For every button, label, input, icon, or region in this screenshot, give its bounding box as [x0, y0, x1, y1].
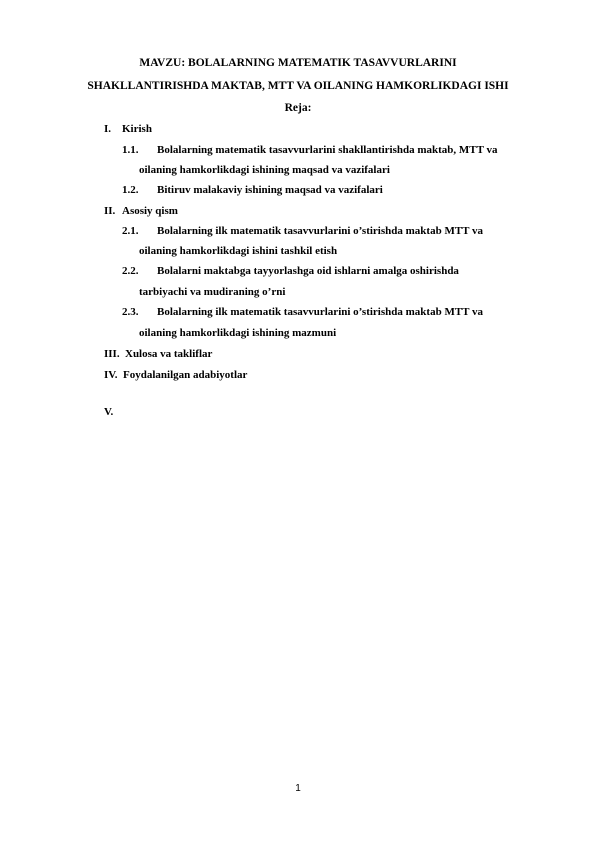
subitem-text-line-2: oilaning hamkorlikdagi ishini tashkil etish: [139, 245, 338, 257]
subitem-text-line-1: Bolalarni maktabga tayyorlashga oid ishlarni amalga oshirishda: [157, 265, 459, 277]
subitem-text-line-2: tarbiyachi va mudiraning o’rni: [139, 286, 286, 298]
subitem-number: 2.3.: [122, 306, 139, 318]
plan-heading: Reja:: [284, 102, 312, 114]
section-label: Asosiy qism: [122, 205, 178, 217]
page-number: 1: [295, 783, 301, 794]
section-label: Foydalanilgan adabiyotlar: [123, 369, 248, 381]
subitem-text-line-1: Bitiruv malakaviy ishining maqsad va vazifalari: [157, 184, 383, 196]
section-label: Xulosa va takliflar: [125, 348, 213, 360]
subitem-number: 2.2.: [122, 265, 139, 277]
subitem-text-line-2: oilaning hamkorlikdagi ishining maqsad va vazifalari: [139, 164, 390, 176]
section-numeral: IV.: [104, 369, 118, 381]
subitem-number: 1.2.: [122, 184, 139, 196]
document-title-line-2: SHAKLLANTIRISHDA MAKTAB, MTT VA OILANING HAMKORLIKDAGI ISHI: [87, 80, 509, 92]
document-title-line-1: MAVZU: BOLALARNING MATEMATIK TASAVVURLARINI: [139, 57, 457, 69]
section-label: Kirish: [122, 123, 152, 135]
subitem-text-line-1: Bolalarning ilk matematik tasavvurlarini o’stirishda maktab MTT va: [157, 306, 484, 318]
subitem-text-line-2: oilaning hamkorlikdagi ishining mazmuni: [139, 327, 337, 339]
section-numeral: II.: [104, 205, 116, 217]
section-numeral: III.: [104, 348, 120, 360]
subitem-text-line-1: Bolalarning matematik tasavvurlarini shakllantirishda maktab, MTT va: [157, 144, 498, 156]
section-numeral: I.: [104, 123, 112, 135]
subitem-number: 1.1.: [122, 144, 139, 156]
subitem-text-line-1: Bolalarning ilk matematik tasavvurlarini o’stirishda maktab MTT va: [157, 225, 484, 237]
subitem-number: 2.1.: [122, 225, 139, 237]
section-numeral: V.: [104, 406, 114, 418]
